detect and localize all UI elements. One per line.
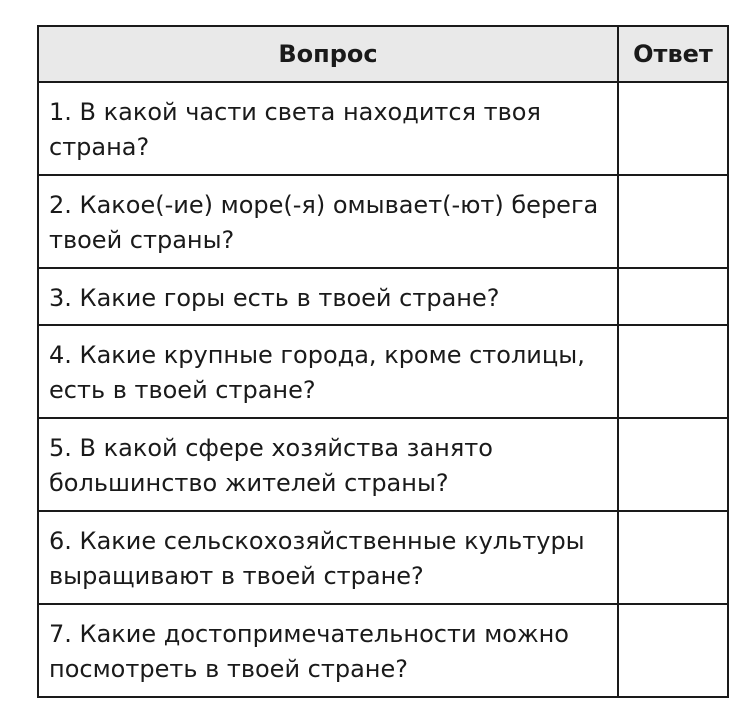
question-cell: 5. В какой сфере хозяйства занято большинство жителей страны? — [38, 418, 618, 511]
questions-table — [37, 25, 729, 698]
table-row — [38, 604, 728, 697]
table-row — [38, 175, 728, 268]
table-row — [38, 418, 728, 511]
table-row — [38, 511, 728, 604]
answer-cell[interactable] — [618, 268, 728, 325]
question-cell: 7. Какие достопримечательности можно посмотреть в твоей стране? — [38, 604, 618, 697]
header-row — [38, 26, 728, 82]
table-row — [38, 325, 728, 418]
question-cell: 3. Какие горы есть в твоей стране? — [38, 268, 618, 325]
answer-cell[interactable] — [618, 511, 728, 604]
answer-cell[interactable] — [618, 175, 728, 268]
table-row — [38, 268, 728, 325]
question-cell: 1. В какой части света находится твоя страна? — [38, 82, 618, 175]
answer-column-header: Ответ — [618, 26, 728, 82]
answer-cell[interactable] — [618, 604, 728, 697]
answer-cell[interactable] — [618, 418, 728, 511]
answer-cell[interactable] — [618, 82, 728, 175]
question-column-header: Вопрос — [38, 26, 618, 82]
question-cell: 2. Какое(-ие) море(-я) омывает(-ют) берега твоей страны? — [38, 175, 618, 268]
question-cell: 6. Какие сельскохозяйственные культуры выращивают в твоей стране? — [38, 511, 618, 604]
answer-cell[interactable] — [618, 325, 728, 418]
table-row — [38, 82, 728, 175]
question-cell: 4. Какие крупные города, кроме столицы, есть в твоей стране? — [38, 325, 618, 418]
